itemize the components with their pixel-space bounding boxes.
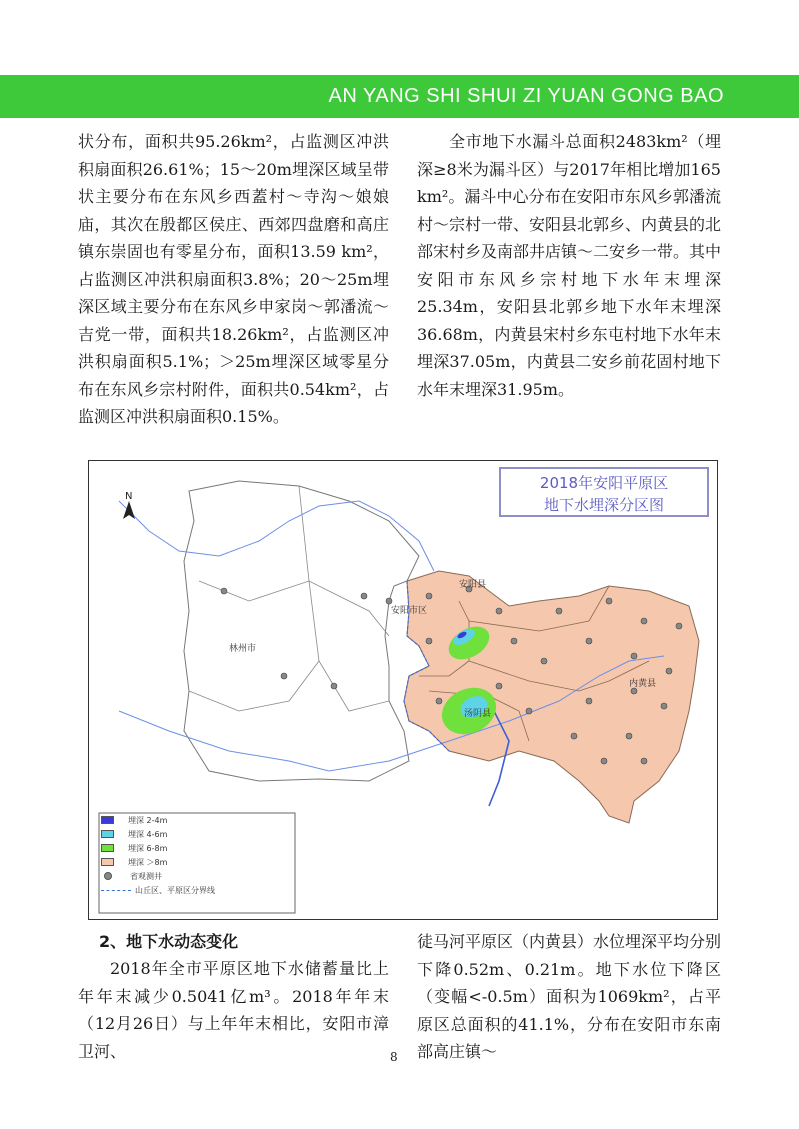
legend-swatch — [101, 844, 114, 852]
label-neihuang: 内黄县 — [629, 679, 657, 689]
legend-label: 山丘区、平原区分界线 — [135, 885, 215, 895]
right-column-bottom — [417, 928, 721, 1066]
left-column-top — [78, 128, 389, 431]
label-tangyin: 汤阴县 — [464, 709, 492, 719]
legend-item — [101, 827, 291, 841]
legend-label: 埋深 4-6m — [128, 829, 168, 839]
legend-label: 埋深 6-8m — [128, 843, 168, 853]
legend-item — [101, 883, 291, 897]
left-column-bottom — [78, 955, 389, 1065]
map-legend — [101, 813, 291, 913]
plain-region — [404, 571, 699, 823]
map-title — [499, 467, 709, 517]
groundwater-depth-map — [88, 460, 718, 920]
paragraph-left-top: 状分布，面积共95.26km²，占监测区冲洪积扇面积26.61%；15～20m埋深区域呈带状主要分布在东风乡西蓋村～寺沟～娘娘庙，其次在殷都区侯庄、西郊四盘磨和高庄镇东崇固也有零星分布，面积13.59 km²，占监测区冲洪积扇面积3.8%；20～25m埋深区域主要分布在东风乡申家岗～郭潘流～吉党一带，面积共18.26km²，占监测区冲洪积扇面积5.1%；＞25m埋深区域零星分布在东风乡宗村附件，面积共0.54km²，占监测区冲洪积扇面积0.15%。 — [78, 132, 389, 426]
legend-swatch — [101, 830, 114, 838]
section-heading: 2、地下水动态变化 — [99, 932, 239, 951]
label-linzhou: 林州市 — [229, 644, 257, 654]
legend-label: 埋深 2-4m — [128, 815, 168, 825]
label-anyang-county: 安阳县 — [459, 580, 487, 590]
page-number: 8 — [390, 1050, 398, 1064]
label-anyang-city: 安阳市区 — [391, 606, 428, 616]
map-title-line1: 2018年安阳平原区 — [539, 474, 669, 492]
legend-item — [101, 869, 291, 883]
legend-item — [101, 841, 291, 855]
legend-swatch — [101, 816, 114, 824]
dashed-line-icon — [101, 890, 131, 891]
svg-text:N: N — [125, 491, 133, 502]
map-title-line2: 地下水埋深分区图 — [543, 496, 664, 514]
paragraph-left-bottom: 2018年全市平原区地下水储蓄量比上年年末减少0.5041亿m³。2018年年末（12月26日）与上年年末相比，安阳市漳卫河、 — [78, 959, 389, 1061]
legend-swatch — [101, 858, 114, 866]
legend-item — [101, 855, 291, 869]
paragraph-right-bottom: 徒马河平原区（内黄县）水位埋深平均分别下降0.52m、0.21m。地下水位下降区（变幅<-0.5m）面积为1069km²，占平原区总面积的41.1%，分布在安阳市东南部高庄镇～ — [417, 932, 722, 1061]
mountain-region — [184, 481, 419, 781]
header-title: AN YANG SHI SHUI ZI YUAN GONG BAO — [328, 85, 724, 107]
north-arrow-icon — [123, 491, 135, 519]
well-dot-icon — [104, 872, 112, 880]
legend-item — [101, 813, 291, 827]
right-column-top — [417, 128, 721, 403]
legend-label: 埋深 ＞8m — [128, 857, 168, 867]
legend-label: 省观测井 — [130, 871, 162, 881]
paragraph-right-top: 全市地下水漏斗总面积2483km²（埋深≥8米为漏斗区）与2017年相比增加165 km²。漏斗中心分布在安阳市东风乡郭潘流村～宗村一带、安阳县北郭乡、内黄县的北部宋村乡及南部井店镇～二安乡一带。其中安阳市东风乡宗村地下水年末埋深25.34m，安阳县北郭乡地下水年末埋深36.68m，内黄县宋村乡东屯村地下水年末埋深37.05m，内黄县二安乡前花固村地下水年末埋深31.95m。 — [417, 132, 722, 399]
